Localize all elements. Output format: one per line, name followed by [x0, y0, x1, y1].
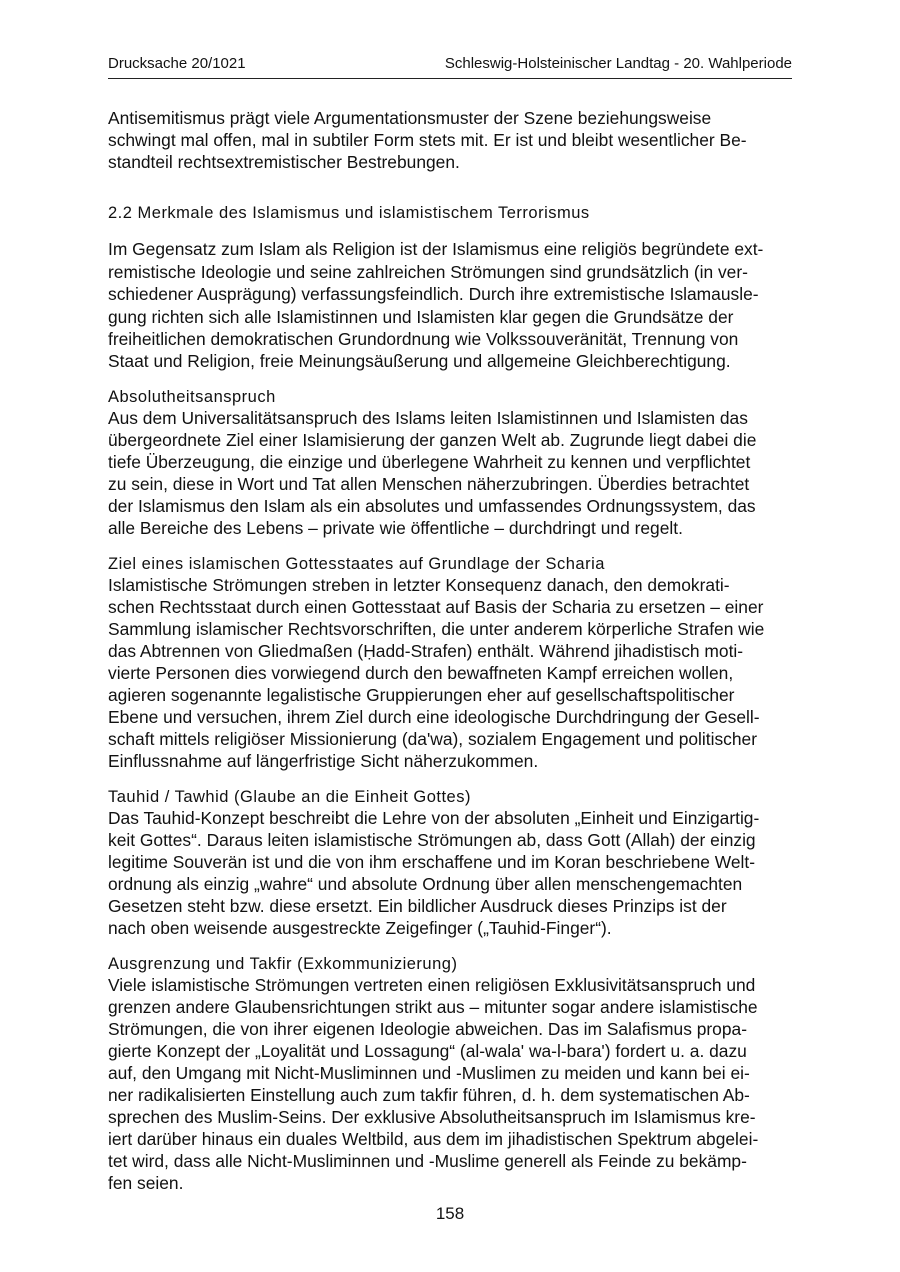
text-line: tet wird, dass alle Nicht-Musliminnen und -Muslime generell als Feinde zu bekämp- [108, 1151, 747, 1171]
text-line: der Islamismus den Islam als ein absolutes und umfassendes Ordnungssystem, das [108, 496, 756, 516]
text-line: schwingt mal offen, mal in subtiler Form stets mit. Er ist und bleibt wesentlicher Be- [108, 130, 747, 150]
text-line: fen seien. [108, 1173, 184, 1193]
text-line: ner radikalisierten Einstellung auch zum takfir führen, d. h. dem systematischen Ab- [108, 1085, 750, 1105]
subsection-heading: Ziel eines islamischen Gottesstaates auf Grundlage der Scharia [108, 555, 605, 573]
text-line: auf, den Umgang mit Nicht-Musliminnen und -Muslimen zu meiden und kann bei ei- [108, 1063, 750, 1083]
text-line: Strömungen, die von ihrer eigenen Ideologie abweichen. Das im Salafismus propa- [108, 1019, 747, 1039]
subsection-heading: Tauhid / Tawhid (Glaube an die Einheit Gottes) [108, 788, 471, 806]
text-line: Das Tauhid-Konzept beschreibt die Lehre von der absoluten „Einheit und Einzigartig- [108, 808, 760, 828]
section-heading: 2.2 Merkmale des Islamismus und islamistischem Terrorismus [108, 204, 590, 222]
text-line: remistische Ideologie und seine zahlreichen Strömungen sind grundsätzlich (in ver- [108, 262, 748, 282]
text-line: keit Gottes“. Daraus leiten islamistische Strömungen ab, dass Gott (Allah) der einzig [108, 830, 756, 850]
text-line: Islamistische Strömungen streben in letzter Konsequenz danach, den demokrati- [108, 575, 730, 595]
text-line: gierte Konzept der „Loyalität und Lossagung“ (al-wala' wa-l-bara') fordert u. a. dazu [108, 1041, 747, 1061]
text-line: gung richten sich alle Islamistinnen und Islamisten klar gegen die Grundsätze der [108, 307, 734, 327]
page-header [108, 54, 792, 79]
text-line: das Abtrennen von Gliedmaßen (Ḥadd-Strafen) enthält. Während jihadistisch moti- [108, 641, 744, 661]
text-line: alle Bereiche des Lebens – private wie öffentliche – durchdringt und regelt. [108, 518, 683, 538]
parliament-title: Schleswig-Holsteinischer Landtag - 20. Wahlperiode [444, 55, 792, 72]
text-line: zu sein, diese in Wort und Tat allen Menschen näherzubringen. Überdies betrachtet [108, 474, 750, 494]
text-line: standteil rechtsextremistischer Bestrebungen. [108, 152, 460, 172]
text-line: Gesetzen steht bzw. diese ersetzt. Ein bildlicher Ausdruck dieses Prinzips ist der [108, 896, 727, 916]
text-line: Staat und Religion, freie Meinungsäußerung und allgemeine Gleichberechtigung. [108, 351, 731, 371]
text-line: übergeordnete Ziel einer Islamisierung der ganzen Welt ab. Zugrunde liegt dabei die [108, 430, 757, 450]
subsection-heading: Ausgrenzung und Takfir (Exkommunizierung) [108, 955, 458, 973]
text-line: nach oben weisende ausgestreckte Zeigefinger („Tauhid-Finger“). [108, 918, 612, 938]
subsection-heading: Absolutheitsanspruch [108, 388, 276, 406]
text-line: Aus dem Universalitätsanspruch des Islams leiten Islamistinnen und Islamisten das [108, 408, 748, 428]
text-line: tiefe Überzeugung, die einzige und überlegene Wahrheit zu kennen und verpflichtet [108, 452, 751, 472]
text-line: schaft mittels religiöser Missionierung (da'wa), sozialem Engagement und politischer [108, 729, 757, 749]
text-line: legitime Souverän ist und die von ihm erschaffene und im Koran beschriebene Welt- [108, 852, 756, 872]
text-line: agieren sogenannte legalistische Gruppierungen eher auf gesellschaftspolitischer [108, 685, 735, 705]
text-line: freiheitlichen demokratischen Grundordnung wie Volkssouveränität, Trennung von [108, 329, 739, 349]
text-line: sprechen des Muslim-Seins. Der exklusive Absolutheitsanspruch im Islamismus kre- [108, 1107, 756, 1127]
text-line: Ebene und versuchen, ihrem Ziel durch eine ideologische Durchdringung der Gesell- [108, 707, 760, 727]
text-line: Im Gegensatz zum Islam als Religion ist der Islamismus eine religiös begründete ext- [108, 239, 764, 259]
text-line: Viele islamistische Strömungen vertreten einen religiösen Exklusivitätsanspruch und [108, 975, 756, 995]
text-line: Antisemitismus prägt viele Argumentationsmuster der Szene beziehungsweise [108, 108, 712, 128]
text-line: Sammlung islamischer Rechtsvorschriften, die unter anderem körperliche Strafen wie [108, 619, 765, 639]
text-line: Einflussnahme auf längerfristige Sicht näherzukommen. [108, 751, 539, 771]
text-line: ordnung als einzig „wahre“ und absolute Ordnung über allen menschengemachten [108, 874, 743, 894]
text-line: grenzen andere Glaubensrichtungen strikt aus – mitunter sogar andere islamistische [108, 997, 758, 1017]
text-line: schen Rechtsstaat durch einen Gottesstaat auf Basis der Scharia zu ersetzen – einer [108, 597, 764, 617]
document-number: Drucksache 20/1021 [108, 55, 246, 72]
text-line: iert darüber hinaus ein duales Weltbild, aus dem im jihadistischen Spektrum abgelei- [108, 1129, 759, 1149]
text-line: vierte Personen dies vorwiegend durch den bewaffneten Kampf erreichen wollen, [108, 663, 734, 683]
text-line: schiedener Ausprägung) verfassungsfeindlich. Durch ihre extremistische Islamausle- [108, 284, 759, 304]
page-number: 158 [435, 1204, 465, 1223]
